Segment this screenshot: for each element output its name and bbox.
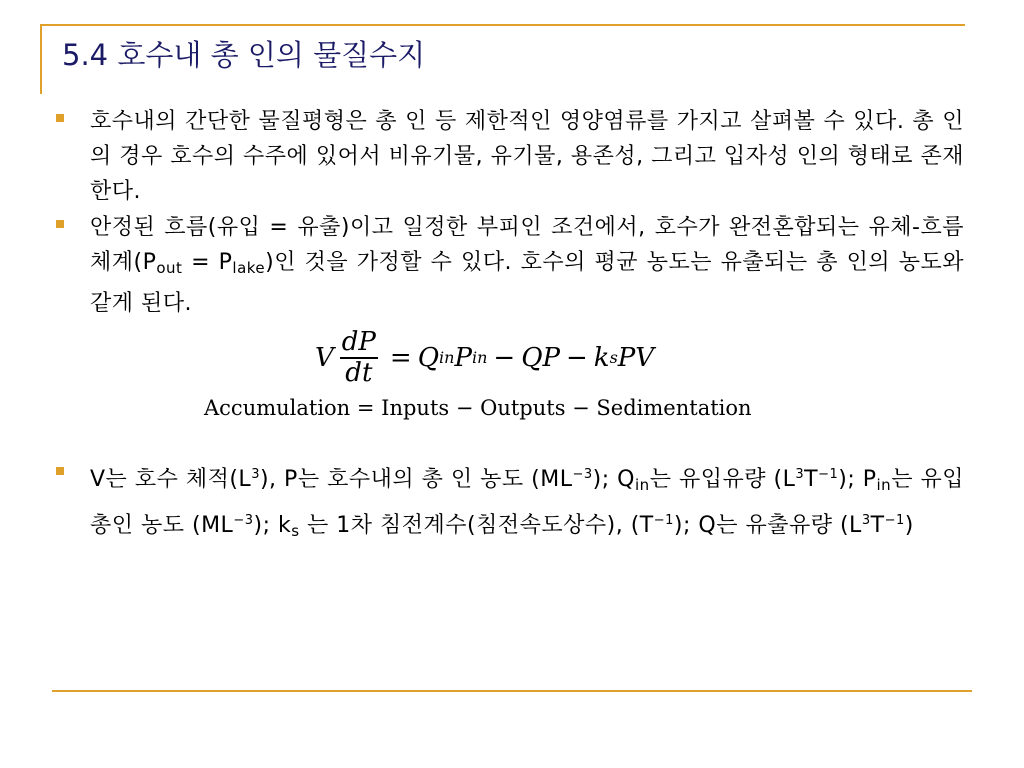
eq-k: k bbox=[593, 342, 610, 373]
text-run: 는 유입 총인 농도 (ML bbox=[90, 467, 964, 538]
bottom-rule bbox=[52, 690, 972, 692]
subscript: in bbox=[635, 476, 650, 494]
square-bullet-icon bbox=[56, 220, 64, 228]
eq-volume: V bbox=[315, 342, 334, 373]
eq-qp: QP bbox=[521, 342, 560, 373]
eq-q-sub: in bbox=[439, 348, 455, 368]
text-run: ); Q는 유출유량 (L bbox=[673, 513, 862, 538]
eq-p: P bbox=[454, 342, 472, 373]
square-bullet-icon bbox=[56, 114, 64, 122]
slide-title: 5.4 호수내 총 인의 물질수지 bbox=[62, 38, 426, 72]
subscript: in bbox=[876, 476, 892, 494]
superscript: 3 bbox=[861, 513, 871, 528]
text-run: 는 1차 침전계수(침전속도상수), (T bbox=[299, 513, 654, 538]
text-run: )인 것을 가정할 수 있다. 호수의 평균 농도는 유출되는 총 인의 농도와 같게 된다. bbox=[90, 250, 964, 316]
eq-q: Q bbox=[417, 342, 440, 373]
mass-balance-equation bbox=[315, 328, 654, 387]
superscript: 3 bbox=[795, 467, 805, 482]
text-run: 안정된 흐름(유입 = 유출)이고 일정한 부피인 조건에서, 호수가 완전혼합되는 유체-흐름 체계(P bbox=[90, 215, 964, 275]
text-run: ), P는 호수내의 총 인 농도 (ML bbox=[259, 467, 573, 492]
subscript: out bbox=[156, 259, 183, 277]
text-run: = P bbox=[182, 250, 233, 275]
superscript: −3 bbox=[572, 467, 593, 482]
eq-k-sub: s bbox=[609, 348, 618, 368]
eq-numerator: dP bbox=[341, 327, 376, 357]
bullet-text-3 bbox=[90, 457, 964, 549]
bullet-text-2 bbox=[90, 210, 964, 321]
superscript: −1 bbox=[884, 513, 905, 528]
text-run: ); k bbox=[253, 513, 292, 538]
text-run: T bbox=[804, 467, 819, 492]
eq-p-sub: in bbox=[471, 348, 488, 368]
text-run: ); P bbox=[838, 467, 877, 492]
eq-equals: = bbox=[389, 342, 412, 373]
superscript: −1 bbox=[818, 467, 839, 482]
eq-minus-2: − bbox=[566, 342, 588, 373]
superscript: −1 bbox=[653, 513, 674, 528]
superscript: 3 bbox=[251, 467, 260, 482]
superscript: −3 bbox=[233, 513, 254, 528]
eq-pv: PV bbox=[617, 342, 655, 373]
top-rule bbox=[40, 24, 965, 26]
square-bullet-icon bbox=[56, 467, 64, 475]
subscript: s bbox=[291, 522, 300, 540]
eq-denominator: dt bbox=[345, 357, 373, 388]
eq-minus-1: − bbox=[493, 342, 516, 373]
text-run: V는 호수 체적(L bbox=[90, 467, 252, 492]
subscript: lake bbox=[232, 259, 266, 277]
eq-fraction bbox=[340, 328, 378, 387]
bullet-text-1: 호수내의 간단한 물질평형은 총 인 등 제한적인 영양염류를 가지고 살펴볼 수 있다. 총 인의 경우 호수의 수주에 있어서 비유기물, 유기물, 용존성, 그리고 입자성 인의 형태로 존재한다. bbox=[90, 109, 964, 204]
equation-caption: Accumulation = Inputs − Outputs − Sedimentation bbox=[204, 396, 752, 420]
text-run: T bbox=[870, 513, 885, 538]
text-run: ) bbox=[904, 513, 914, 538]
text-run: 는 유입유량 (L bbox=[649, 467, 796, 492]
text-run: ); Q bbox=[592, 467, 635, 492]
left-rule bbox=[40, 24, 42, 94]
